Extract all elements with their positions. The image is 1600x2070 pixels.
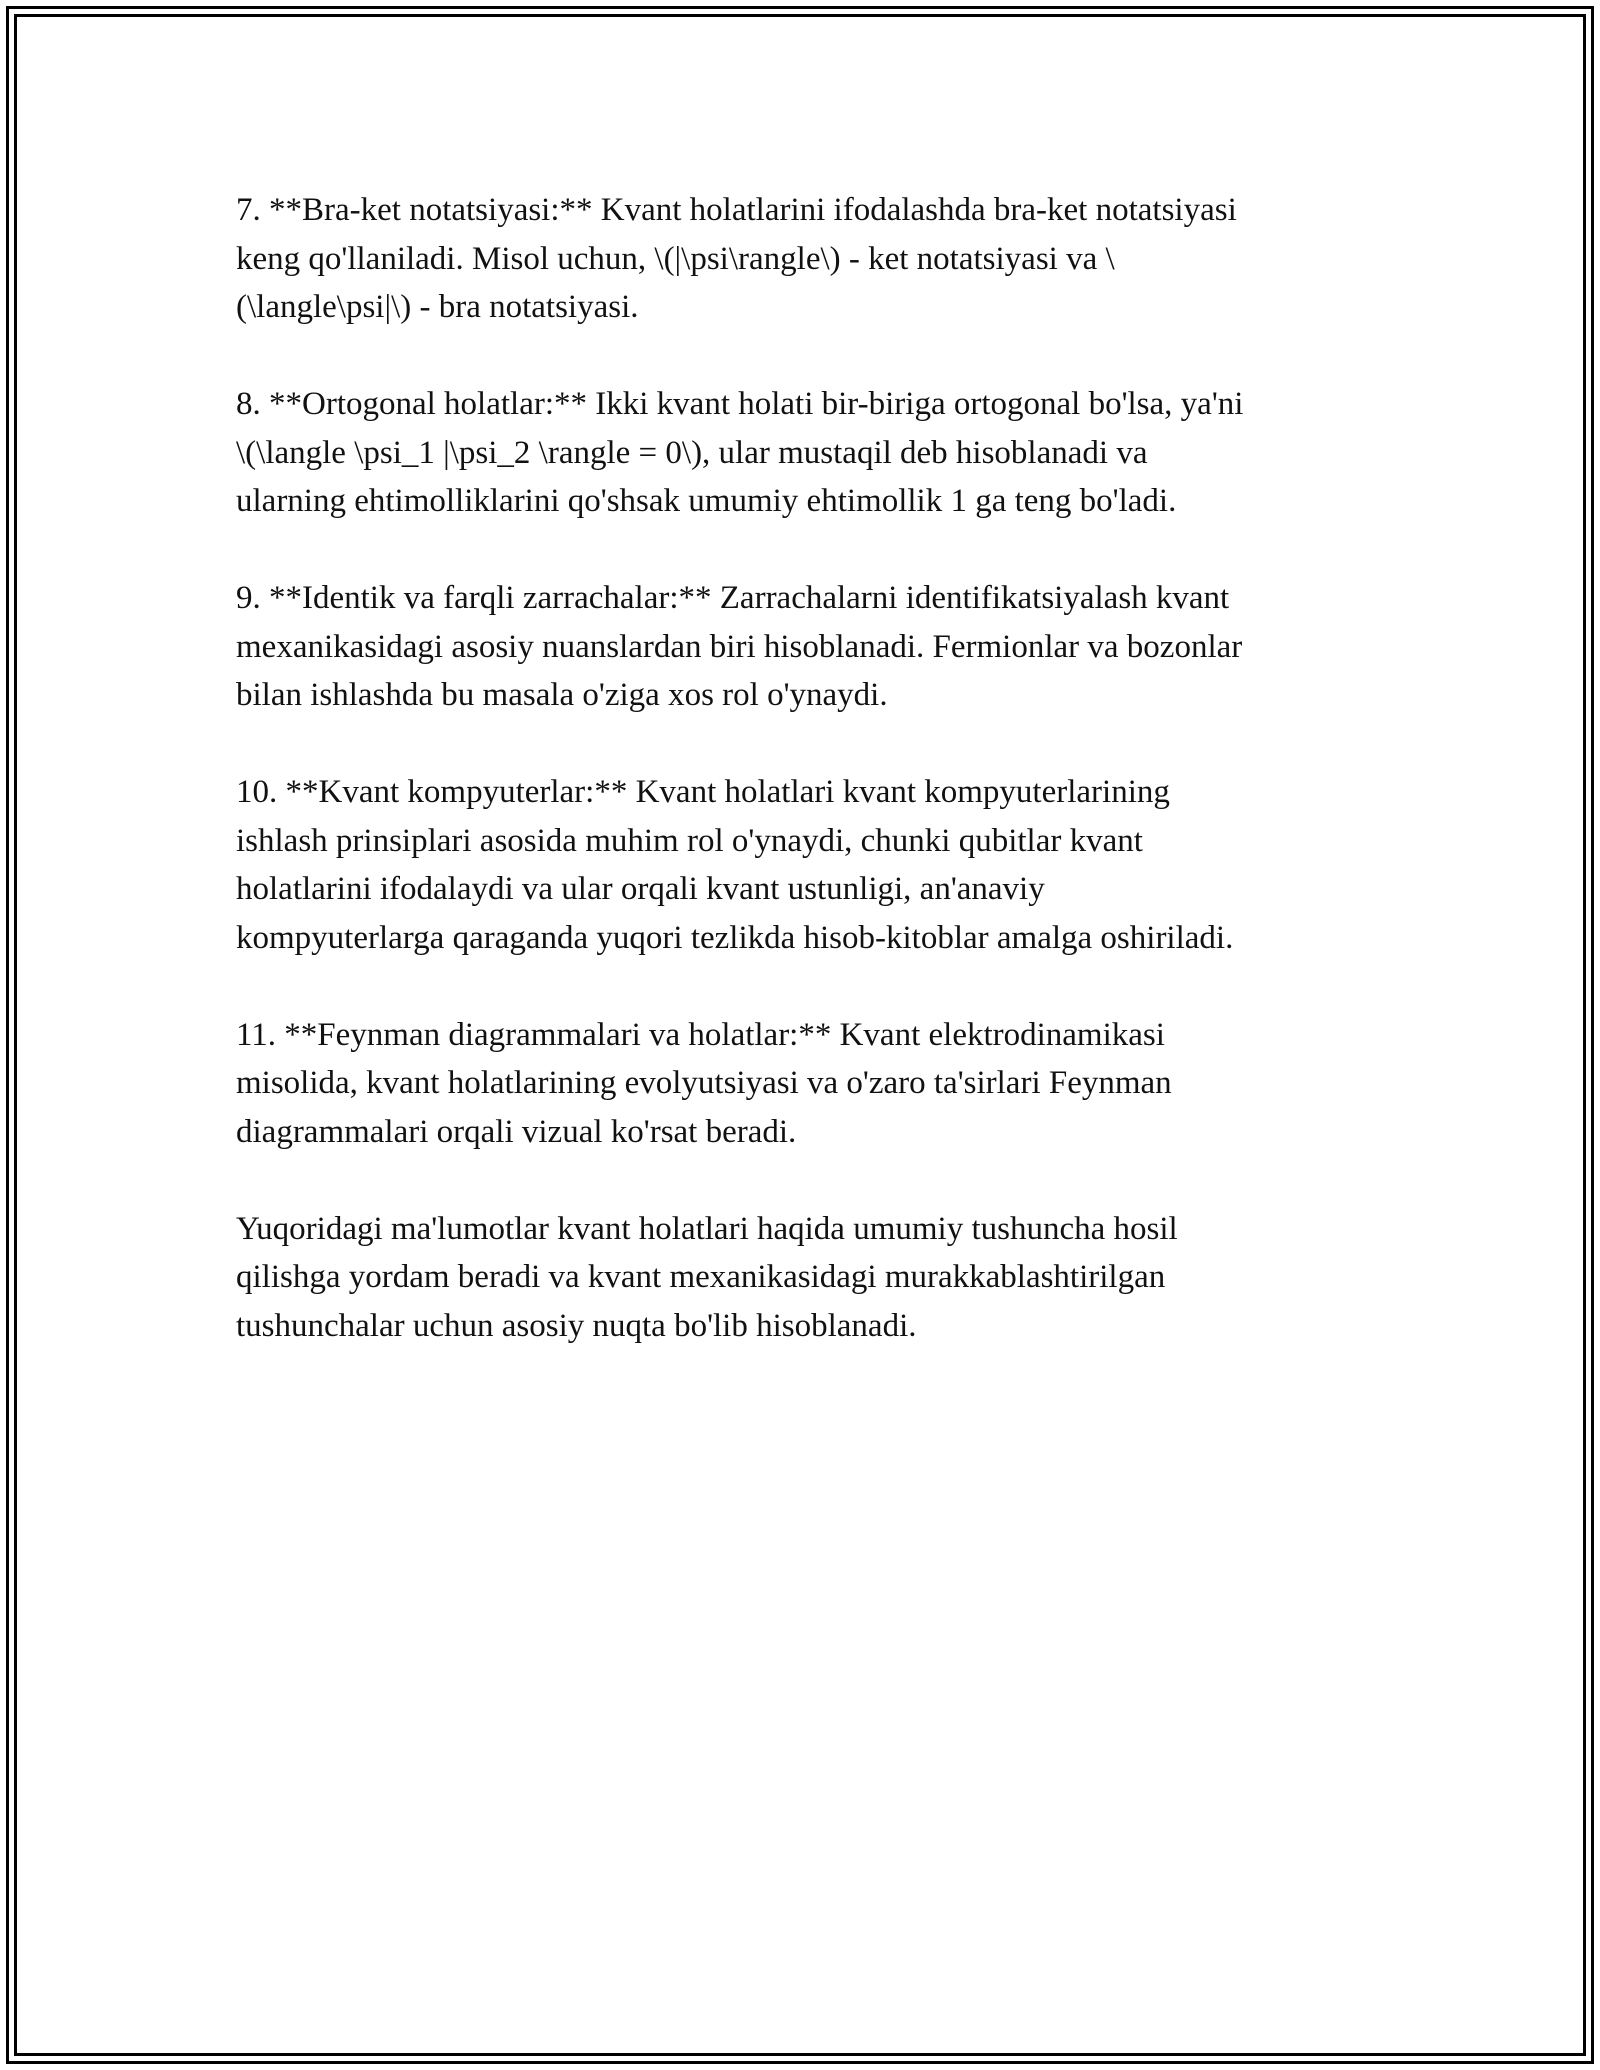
text-line: 9. **Identik va farqli zarrachalar:** Zarrachalarni identifikatsiyalash kvant (236, 580, 1230, 616)
text-line: mexanikasidagi asosiy nuanslardan biri hisoblanadi. Fermionlar va bozonlar (236, 628, 1243, 665)
text-line: bilan ishlashda bu masala o'ziga xos rol o'ynaydi. (236, 677, 888, 713)
paragraph-kvant-kompyuterlar (236, 768, 1366, 962)
text-line: diagrammalari orqali vizual ko'rsat beradi. (236, 1113, 797, 1150)
text-line: kompyuterlarga qaraganda yuqori tezlikda hisob-kitoblar amalga oshiriladi. (236, 919, 1234, 956)
text-line: 7. **Bra-ket notatsiyasi:** Kvant holatlarini ifodalashda bra-ket notatsiyasi (236, 192, 1237, 228)
text-line: (\langle\psi|\) - bra notatsiyasi. (236, 289, 639, 325)
paragraph-ortogonal (236, 380, 1366, 526)
text-line: tushunchalar uchun asosiy nuqta bo'lib hisoblanadi. (236, 1307, 917, 1344)
text-line: ularning ehtimolliklarini qo'shsak umumiy ehtimollik 1 ga teng bo'ladi. (236, 483, 1177, 519)
paragraph-conclusion (236, 1205, 1366, 1351)
text-line: 8. **Ortogonal holatlar:** Ikki kvant holati bir-biriga ortogonal bo'lsa, ya'ni (236, 386, 1244, 422)
text-line: \(\langle \psi_1 |\psi_2 \rangle = 0\), ular mustaqil deb hisoblanadi va (236, 434, 1148, 471)
document-body (236, 186, 1366, 1399)
paragraph-feynman (236, 1011, 1366, 1157)
text-line: qilishga yordam beradi va kvant mexanikasidagi murakkablashtirilgan (236, 1259, 1166, 1295)
paragraph-bra-ket (236, 186, 1366, 332)
text-line: 10. **Kvant kompyuterlar:** Kvant holatlari kvant kompyuterlarining (236, 774, 1170, 810)
text-line: holatlarini ifodalaydi va ular orqali kvant ustunligi, an'anaviy (236, 871, 1045, 907)
text-line: keng qo'llaniladi. Misol uchun, \(|\psi\rangle\) - ket notatsiyasi va \ (236, 240, 1115, 277)
text-line: misolida, kvant holatlarining evolyutsiyasi va o'zaro ta'sirlari Feynman (236, 1065, 1172, 1101)
text-line: Yuqoridagi ma'lumotlar kvant holatlari haqida umumiy tushuncha hosil (236, 1210, 1178, 1247)
paragraph-identik (236, 574, 1366, 720)
text-line: 11. **Feynman diagrammalari va holatlar:** Kvant elektrodinamikasi (236, 1016, 1165, 1053)
text-line: ishlash prinsiplari asosida muhim rol o'ynaydi, chunki qubitlar kvant (236, 822, 1143, 859)
